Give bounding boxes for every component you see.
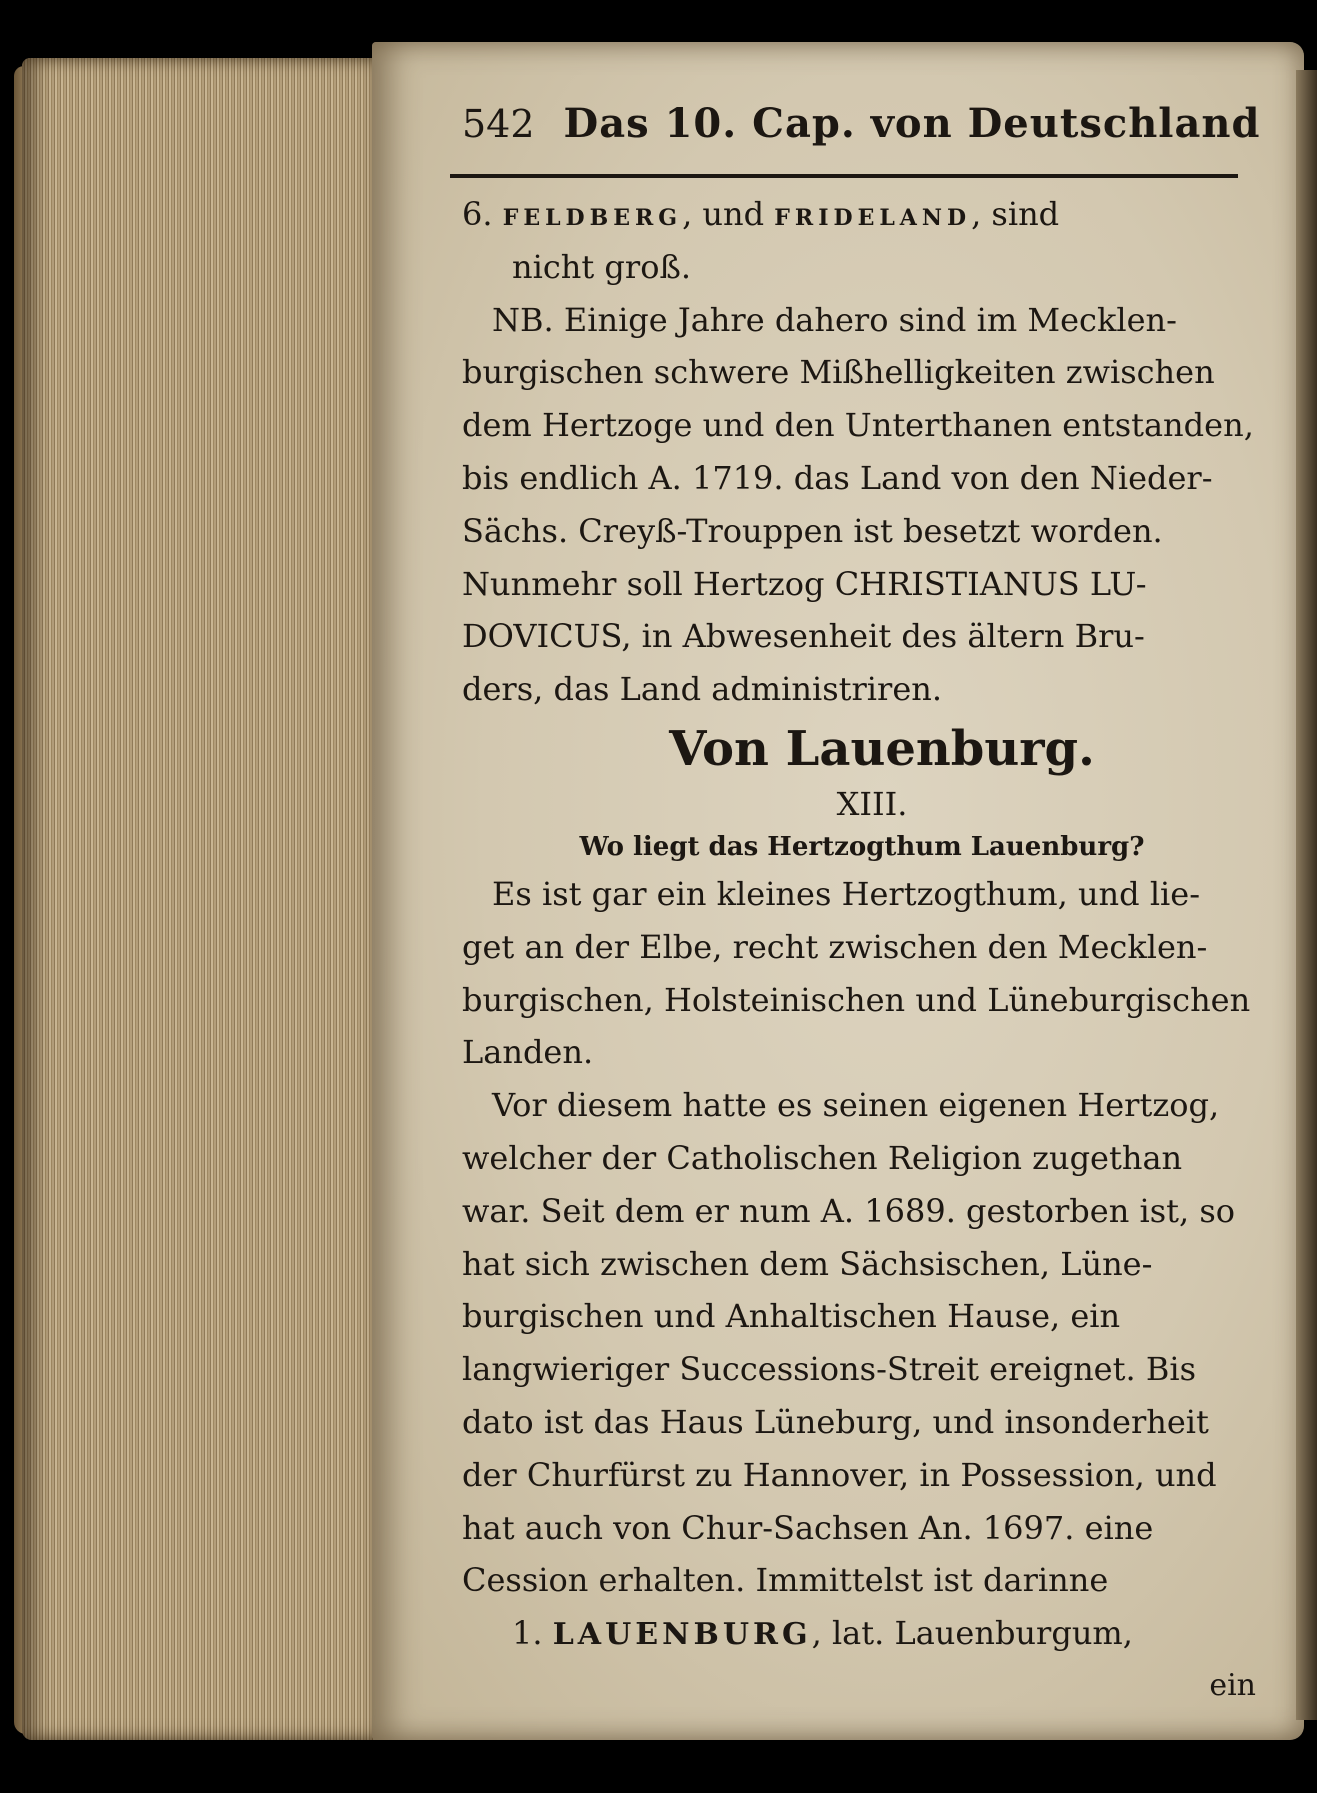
text-line xyxy=(462,188,1262,241)
text-line: welcher der Catholischen Religion zugethan xyxy=(462,1138,1183,1177)
text-fragment: , sind xyxy=(971,195,1060,233)
text-line: hat sich zwischen dem Sächsischen, Lüne- xyxy=(462,1244,1153,1283)
text-line: burgischen und Anhaltischen Hause, ein xyxy=(462,1297,1121,1336)
place-name: LAUENBURG xyxy=(552,1617,812,1653)
text-line: dem Hertzoge und den Unterthanen entstanden, xyxy=(462,406,1254,445)
page-edges xyxy=(22,58,382,1740)
text-line: Es ist gar ein kleines Hertzogthum, und lie- xyxy=(492,874,1201,913)
page-header xyxy=(462,100,1262,162)
text-line: Nunmehr soll Hertzog CHRISTIANUS LU- xyxy=(462,564,1147,603)
text-fragment: , lat. Lauenburgum, xyxy=(811,1614,1133,1653)
text-line: get an der Elbe, recht zwischen den Mecklen- xyxy=(462,927,1208,966)
text-line: bis endlich A. 1719. das Land von den Nieder- xyxy=(462,458,1213,497)
section-number: XIII. xyxy=(836,784,908,823)
text-line: hat auch von Chur-Sachsen An. 1697. eine xyxy=(462,1508,1154,1547)
page-number: 542 xyxy=(462,102,535,146)
section-question: Wo liegt das Hertzogthum Lauenburg? xyxy=(579,831,1145,862)
place-name: FRIDELAND xyxy=(774,205,972,231)
text-line: burgischen schwere Mißhelligkeiten zwischen xyxy=(462,353,1215,392)
text-line: Sächs. Creyß-Trouppen ist besetzt worden. xyxy=(462,511,1163,550)
text-line: burgischen, Holsteinischen und Lüneburgischen xyxy=(462,980,1251,1019)
text-line: NB. Einige Jahre dahero sind im Mecklen- xyxy=(492,300,1177,339)
text-fragment: , und xyxy=(682,195,765,233)
catchword: ein xyxy=(1209,1667,1256,1703)
text-line xyxy=(462,1607,1262,1660)
text-line: Vor diesem hatte es seinen eigenen Hertzog, xyxy=(492,1086,1220,1125)
running-head: Das 10. Cap. von Deutschland xyxy=(563,100,1261,147)
text-line: der Churfürst zu Hannover, in Possession, und xyxy=(462,1455,1217,1494)
text-line: war. Seit dem er num A. 1689. gestorben ist, so xyxy=(462,1191,1236,1230)
text-line: ders, das Land administriren. xyxy=(462,670,943,709)
text-line: DOVICUS, in Abwesenheit des ältern Bru- xyxy=(462,617,1145,656)
section-title: Von Lauenburg. xyxy=(669,720,1095,777)
header-rule xyxy=(450,174,1238,178)
place-name: FELDBERG xyxy=(502,205,683,231)
page-text xyxy=(462,100,1262,1712)
item-number: 1. xyxy=(512,1614,543,1653)
text-line: Cession erhalten. Immittelst ist darinne xyxy=(462,1561,1109,1600)
text-line: dato ist das Haus Lüneburg, und insonderheit xyxy=(462,1402,1209,1441)
text-line: nicht groß. xyxy=(512,247,691,286)
item-number: 6. xyxy=(462,195,493,233)
text-line: langwieriger Successions-Streit ereignet. Bis xyxy=(462,1350,1196,1389)
page-right-edge xyxy=(1296,70,1317,1720)
text-line: Landen. xyxy=(462,1033,594,1072)
